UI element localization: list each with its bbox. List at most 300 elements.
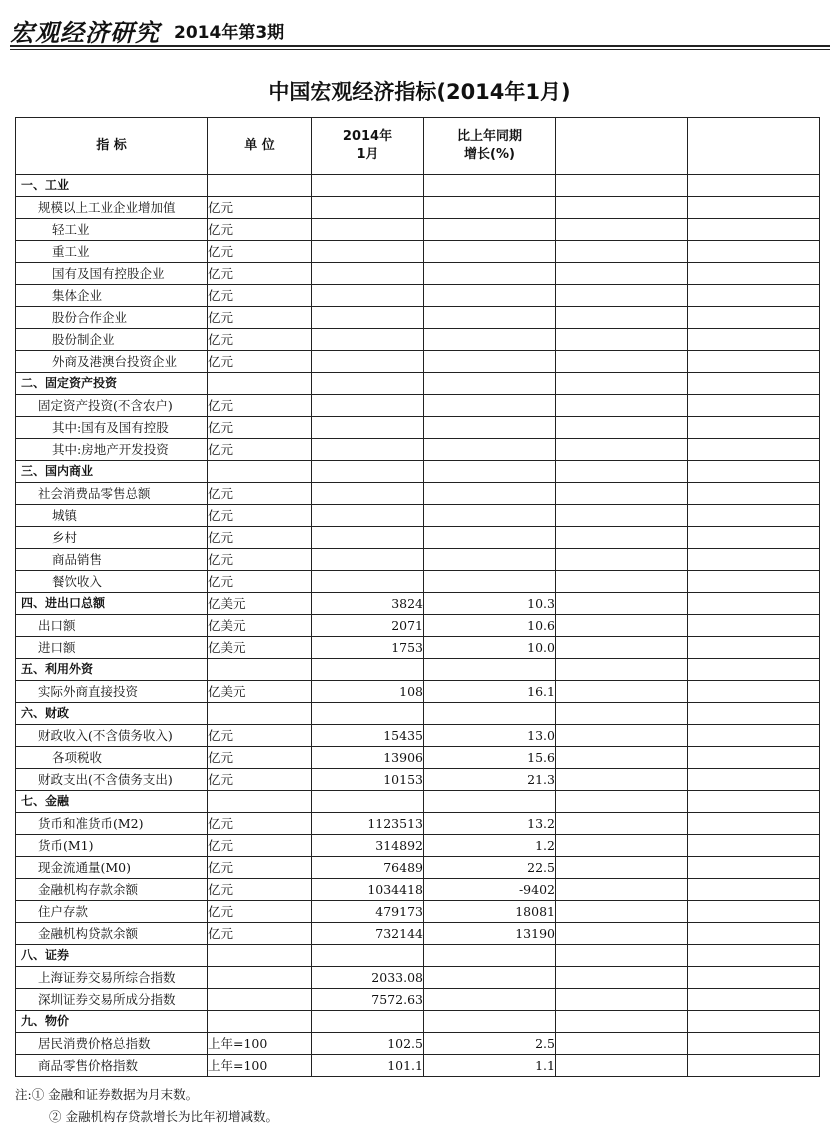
footnote-1: 注:① 金融和证券数据为月末数。 [15,1087,199,1102]
empty-cell [556,879,688,901]
footnote-2: ② 金融机构存贷款增长为比年初增减数。 [49,1109,278,1124]
unit-cell: 亿美元 [208,615,312,637]
empty-cell [556,725,688,747]
table-row [16,263,820,285]
empty-cell [688,725,820,747]
change-cell [424,527,556,549]
change-cell [424,1011,556,1033]
change-cell [424,285,556,307]
empty-cell [688,791,820,813]
empty-cell [556,901,688,923]
empty-cell [688,813,820,835]
value-cell [312,285,424,307]
empty-cell [556,241,688,263]
empty-cell [688,197,820,219]
section-row [16,1011,820,1033]
empty-cell [688,285,820,307]
indicator-name: 商品销售 [16,549,208,571]
value-cell: 76489 [312,857,424,879]
indicator-name: 股份制企业 [16,329,208,351]
empty-cell [688,263,820,285]
unit-cell: 亿元 [208,571,312,593]
empty-cell [688,439,820,461]
empty-cell [688,461,820,483]
value-cell [312,945,424,967]
value-cell [312,329,424,351]
issue-label: 2014年第3期 [174,22,285,43]
change-cell [424,703,556,725]
empty-cell [688,989,820,1011]
empty-cell [556,219,688,241]
value-cell: 10153 [312,769,424,791]
change-cell [424,505,556,527]
table-row [16,857,820,879]
journal-name: 宏观经济研究 [10,17,160,47]
value-cell [312,461,424,483]
empty-cell [688,747,820,769]
table-row [16,351,820,373]
value-cell: 2033.08 [312,967,424,989]
table-row [16,1055,820,1077]
unit-cell: 亿元 [208,417,312,439]
empty-cell [556,791,688,813]
table-row [16,285,820,307]
value-cell [312,571,424,593]
unit-cell: 亿元 [208,285,312,307]
section-row [16,703,820,725]
value-cell: 732144 [312,923,424,945]
unit-cell: 亿美元 [208,637,312,659]
unit-cell [208,791,312,813]
change-cell: 1.1 [424,1055,556,1077]
empty-cell [688,329,820,351]
change-cell [424,329,556,351]
table-row [16,439,820,461]
unit-cell: 亿元 [208,197,312,219]
table-row [16,549,820,571]
indicator-name: 其中:国有及国有控股 [16,417,208,439]
empty-cell [688,351,820,373]
empty-cell [688,967,820,989]
change-cell [424,571,556,593]
table-row [16,505,820,527]
unit-cell: 亿元 [208,725,312,747]
value-cell [312,263,424,285]
empty-cell [556,967,688,989]
table-row [16,835,820,857]
indicator-name: 实际外商直接投资 [16,681,208,703]
empty-cell [688,835,820,857]
indicator-name: 八、证券 [16,945,208,967]
empty-cell [688,923,820,945]
empty-cell [556,527,688,549]
value-cell [312,417,424,439]
value-cell: 1753 [312,637,424,659]
empty-cell [688,681,820,703]
empty-cell [556,703,688,725]
value-cell [312,373,424,395]
indicator-name: 三、国内商业 [16,461,208,483]
unit-cell: 亿元 [208,747,312,769]
unit-cell: 亿元 [208,527,312,549]
empty-cell [556,571,688,593]
empty-cell [688,901,820,923]
change-cell: 16.1 [424,681,556,703]
indicator-name: 轻工业 [16,219,208,241]
value-cell [312,395,424,417]
change-cell [424,219,556,241]
value-cell: 1034418 [312,879,424,901]
empty-cell [688,417,820,439]
indicator-name: 一、工业 [16,175,208,197]
unit-cell [208,989,312,1011]
value-cell [312,549,424,571]
value-cell: 13906 [312,747,424,769]
empty-cell [556,1055,688,1077]
indicator-name: 各项税收 [16,747,208,769]
table-row [16,307,820,329]
empty-cell [556,461,688,483]
indicator-name: 深圳证券交易所成分指数 [16,989,208,1011]
unit-cell: 亿元 [208,351,312,373]
change-cell [424,989,556,1011]
empty-cell [688,483,820,505]
table-row [16,967,820,989]
indicators-table [15,117,820,1077]
change-cell [424,461,556,483]
unit-cell: 亿元 [208,923,312,945]
table-row [16,571,820,593]
empty-cell [556,813,688,835]
value-cell: 479173 [312,901,424,923]
change-cell [424,241,556,263]
change-cell: 10.0 [424,637,556,659]
change-cell [424,395,556,417]
indicator-name: 五、利用外资 [16,659,208,681]
table-row [16,879,820,901]
header-blank-2 [688,118,820,175]
indicator-name: 乡村 [16,527,208,549]
change-cell: 21.3 [424,769,556,791]
unit-cell: 亿元 [208,505,312,527]
unit-cell [208,461,312,483]
empty-cell [556,263,688,285]
change-cell [424,175,556,197]
table-header-row [16,118,820,175]
section-row [16,373,820,395]
table-row [16,197,820,219]
unit-cell: 亿元 [208,835,312,857]
value-cell [312,175,424,197]
empty-cell [556,857,688,879]
value-cell: 101.1 [312,1055,424,1077]
indicator-name: 出口额 [16,615,208,637]
empty-cell [688,637,820,659]
table-row [16,989,820,1011]
empty-cell [688,505,820,527]
indicator-name: 城镇 [16,505,208,527]
header-rule [10,45,830,47]
unit-cell: 亿元 [208,307,312,329]
header-change-line1: 比上年同期 [456,129,522,144]
indicator-name: 固定资产投资(不含农户) [16,395,208,417]
table-row [16,219,820,241]
empty-cell [556,197,688,219]
section-row [16,659,820,681]
indicator-name: 住户存款 [16,901,208,923]
table-body [16,175,820,1077]
change-cell: 2.5 [424,1033,556,1055]
value-cell [312,307,424,329]
value-cell [312,791,424,813]
indicator-name: 六、财政 [16,703,208,725]
header-rule-thin [10,49,830,50]
empty-cell [688,307,820,329]
table-row [16,329,820,351]
indicator-name: 规模以上工业企业增加值 [16,197,208,219]
unit-cell: 亿元 [208,901,312,923]
table-row [16,747,820,769]
change-cell [424,307,556,329]
indicator-name: 重工业 [16,241,208,263]
table-row [16,1033,820,1055]
table-row [16,395,820,417]
running-head [10,14,830,46]
table-row [16,637,820,659]
change-cell [424,967,556,989]
empty-cell [556,1033,688,1055]
empty-cell [688,945,820,967]
change-cell: 10.6 [424,615,556,637]
table-row [16,615,820,637]
empty-cell [556,769,688,791]
empty-cell [556,615,688,637]
unit-cell [208,703,312,725]
value-cell: 102.5 [312,1033,424,1055]
empty-cell [556,747,688,769]
empty-cell [556,989,688,1011]
header-change-line2: 增长(%) [464,147,515,162]
indicator-name: 二、固定资产投资 [16,373,208,395]
empty-cell [556,593,688,615]
indicator-name: 财政支出(不含债务支出) [16,769,208,791]
empty-cell [688,219,820,241]
empty-cell [556,659,688,681]
value-cell [312,659,424,681]
unit-cell: 亿美元 [208,593,312,615]
empty-cell [688,703,820,725]
unit-cell: 亿元 [208,439,312,461]
value-cell: 15435 [312,725,424,747]
table-row [16,923,820,945]
footnotes [15,1084,825,1128]
empty-cell [688,659,820,681]
empty-cell [688,1033,820,1055]
indicator-name: 上海证券交易所综合指数 [16,967,208,989]
unit-cell: 亿元 [208,395,312,417]
unit-cell: 亿元 [208,219,312,241]
empty-cell [556,395,688,417]
empty-cell [556,351,688,373]
change-cell: 22.5 [424,857,556,879]
value-cell [312,439,424,461]
unit-cell: 亿元 [208,329,312,351]
table-row [16,725,820,747]
empty-cell [556,549,688,571]
unit-cell: 亿元 [208,263,312,285]
empty-cell [688,571,820,593]
empty-cell [556,285,688,307]
change-cell: 13.0 [424,725,556,747]
unit-cell [208,1011,312,1033]
value-cell [312,1011,424,1033]
unit-cell [208,373,312,395]
empty-cell [688,857,820,879]
value-cell: 108 [312,681,424,703]
unit-cell: 亿美元 [208,681,312,703]
header-value-line2: 1月 [356,147,379,162]
empty-cell [556,483,688,505]
value-cell: 7572.63 [312,989,424,1011]
table-row [16,483,820,505]
empty-cell [688,769,820,791]
indicator-name: 外商及港澳台投资企业 [16,351,208,373]
empty-cell [688,241,820,263]
change-cell: 18081 [424,901,556,923]
empty-cell [688,615,820,637]
empty-cell [556,505,688,527]
indicator-name: 七、金融 [16,791,208,813]
indicator-name: 进口额 [16,637,208,659]
indicator-name: 社会消费品零售总额 [16,483,208,505]
indicator-name: 九、物价 [16,1011,208,1033]
change-cell [424,549,556,571]
header-blank-1 [556,118,688,175]
value-cell [312,219,424,241]
change-cell [424,197,556,219]
change-cell [424,483,556,505]
indicator-name: 现金流通量(M0) [16,857,208,879]
empty-cell [688,593,820,615]
empty-cell [556,373,688,395]
table-row [16,527,820,549]
unit-cell [208,175,312,197]
section-row [16,593,820,615]
indicator-name: 商品零售价格指数 [16,1055,208,1077]
unit-cell: 亿元 [208,813,312,835]
value-cell [312,527,424,549]
indicator-name: 四、进出口总额 [16,593,208,615]
change-cell [424,417,556,439]
empty-cell [688,395,820,417]
empty-cell [688,549,820,571]
change-cell: 13190 [424,923,556,945]
unit-cell: 上年=100 [208,1055,312,1077]
change-cell [424,439,556,461]
header-value-line1: 2014年 [342,129,393,144]
indicator-name: 其中:房地产开发投资 [16,439,208,461]
indicator-name: 货币(M1) [16,835,208,857]
change-cell [424,945,556,967]
unit-cell [208,659,312,681]
change-cell: 10.3 [424,593,556,615]
section-row [16,945,820,967]
empty-cell [556,637,688,659]
change-cell [424,373,556,395]
indicator-name: 货币和准货币(M2) [16,813,208,835]
value-cell: 2071 [312,615,424,637]
value-cell [312,505,424,527]
unit-cell: 亿元 [208,483,312,505]
value-cell: 314892 [312,835,424,857]
unit-cell: 亿元 [208,769,312,791]
unit-cell [208,967,312,989]
page-title: 中国宏观经济指标(2014年1月) [268,80,571,104]
empty-cell [556,681,688,703]
table-row [16,241,820,263]
unit-cell: 亿元 [208,241,312,263]
unit-cell: 亿元 [208,857,312,879]
change-cell [424,263,556,285]
unit-cell [208,945,312,967]
empty-cell [556,923,688,945]
empty-cell [556,329,688,351]
header-indicator: 指 标 [16,118,208,175]
empty-cell [556,439,688,461]
value-cell [312,241,424,263]
header-unit: 单 位 [208,118,312,175]
indicator-name: 集体企业 [16,285,208,307]
empty-cell [556,307,688,329]
change-cell [424,791,556,813]
empty-cell [688,879,820,901]
value-cell [312,703,424,725]
empty-cell [556,1011,688,1033]
empty-cell [688,1011,820,1033]
indicator-name: 国有及国有控股企业 [16,263,208,285]
indicator-name: 股份合作企业 [16,307,208,329]
unit-cell: 亿元 [208,549,312,571]
change-cell: -9402 [424,879,556,901]
change-cell: 1.2 [424,835,556,857]
change-cell: 15.6 [424,747,556,769]
change-cell [424,659,556,681]
unit-cell: 亿元 [208,879,312,901]
indicator-name: 金融机构存款余额 [16,879,208,901]
table-row [16,417,820,439]
table-row [16,901,820,923]
empty-cell [556,175,688,197]
value-cell [312,351,424,373]
indicator-name: 餐饮收入 [16,571,208,593]
table-row [16,813,820,835]
table-row [16,769,820,791]
section-row [16,791,820,813]
section-row [16,461,820,483]
value-cell [312,197,424,219]
empty-cell [688,175,820,197]
value-cell: 1123513 [312,813,424,835]
empty-cell [688,1055,820,1077]
empty-cell [688,373,820,395]
section-row [16,175,820,197]
indicator-name: 财政收入(不含债务收入) [16,725,208,747]
empty-cell [556,417,688,439]
change-cell: 13.2 [424,813,556,835]
empty-cell [556,835,688,857]
indicator-name: 金融机构贷款余额 [16,923,208,945]
value-cell: 3824 [312,593,424,615]
